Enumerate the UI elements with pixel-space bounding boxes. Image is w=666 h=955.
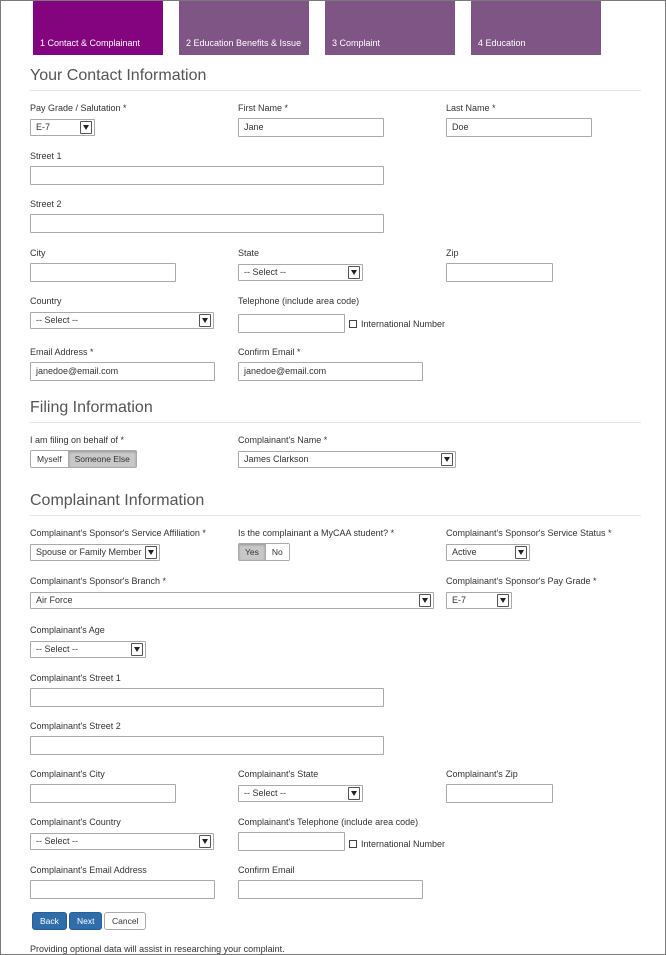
behalf-myself-option[interactable]: Myself bbox=[31, 451, 68, 467]
complainant-street2-label: Complainant's Street 2 bbox=[30, 721, 121, 731]
chevron-down-icon bbox=[419, 594, 431, 607]
pay-grade-label: Pay Grade / Salutation * bbox=[30, 103, 127, 113]
service-status-label: Complainant's Sponsor's Service Status * bbox=[446, 528, 612, 538]
zip-input[interactable] bbox=[446, 263, 553, 282]
filing-section-title: Filing Information bbox=[30, 399, 641, 423]
chevron-down-icon bbox=[199, 314, 211, 327]
pay-grade-value: E-7 bbox=[36, 122, 51, 132]
tab-education[interactable]: 4 Education bbox=[471, 1, 601, 55]
complainant-confirm-email-label: Confirm Email bbox=[238, 865, 295, 875]
service-status-value: Active bbox=[452, 547, 477, 557]
complainant-name-value: James Clarkson bbox=[244, 454, 309, 464]
chevron-down-icon bbox=[199, 835, 211, 848]
zip-label: Zip bbox=[446, 248, 459, 258]
chevron-down-icon bbox=[497, 594, 509, 607]
affiliation-label: Complainant's Sponsor's Service Affiliation * bbox=[30, 528, 206, 538]
affiliation-select[interactable] bbox=[30, 544, 160, 561]
filing-behalf-label: I am filing on behalf of * bbox=[30, 435, 125, 445]
pay-grade-select[interactable] bbox=[30, 119, 95, 136]
complainant-country-value: -- Select -- bbox=[36, 836, 79, 846]
street1-input[interactable] bbox=[30, 166, 384, 185]
chevron-down-icon bbox=[515, 546, 527, 559]
back-button[interactable]: Back bbox=[32, 912, 67, 930]
branch-value: Air Force bbox=[36, 595, 73, 605]
telephone-input[interactable] bbox=[238, 314, 345, 333]
country-label: Country bbox=[30, 296, 62, 306]
mycaa-no-option[interactable]: No bbox=[265, 544, 289, 560]
confirm-email-label: Confirm Email * bbox=[238, 347, 301, 357]
complainant-country-select[interactable] bbox=[30, 833, 214, 850]
state-value: -- Select -- bbox=[244, 267, 287, 277]
tab-education-benefits-issue[interactable]: 2 Education Benefits & Issue bbox=[179, 1, 309, 55]
behalf-someone-else-option[interactable]: Someone Else bbox=[68, 451, 136, 467]
last-name-label: Last Name * bbox=[446, 103, 496, 113]
street1-label: Street 1 bbox=[30, 151, 62, 161]
city-input[interactable] bbox=[30, 263, 176, 282]
chevron-down-icon bbox=[348, 266, 360, 279]
last-name-input[interactable]: Doe bbox=[446, 118, 592, 137]
complainant-street2-input[interactable] bbox=[30, 736, 384, 755]
complainant-international-number-checkbox[interactable] bbox=[349, 840, 357, 848]
contact-section-title: Your Contact Information bbox=[30, 67, 641, 91]
branch-label: Complainant's Sponsor's Branch * bbox=[30, 576, 167, 586]
state-select[interactable] bbox=[238, 264, 363, 281]
filing-behalf-toggle[interactable] bbox=[30, 450, 137, 468]
country-value: -- Select -- bbox=[36, 315, 79, 325]
age-value: -- Select -- bbox=[36, 644, 79, 654]
complainant-state-value: -- Select -- bbox=[244, 788, 287, 798]
complainant-section-title: Complainant Information bbox=[30, 492, 641, 516]
international-number-label: International Number bbox=[361, 319, 446, 329]
age-label: Complainant's Age bbox=[30, 625, 105, 635]
complainant-zip-input[interactable] bbox=[446, 784, 553, 803]
age-select[interactable] bbox=[30, 641, 146, 658]
complainant-country-label: Complainant's Country bbox=[30, 817, 121, 827]
first-name-input[interactable]: Jane bbox=[238, 118, 384, 137]
chevron-down-icon bbox=[348, 787, 360, 800]
complainant-zip-label: Complainant's Zip bbox=[446, 769, 518, 779]
mycaa-toggle[interactable] bbox=[238, 543, 290, 561]
next-button[interactable]: Next bbox=[69, 912, 102, 930]
street2-input[interactable] bbox=[30, 214, 384, 233]
sponsor-pay-grade-select[interactable] bbox=[446, 592, 512, 609]
complainant-telephone-input[interactable] bbox=[238, 832, 345, 851]
city-label: City bbox=[30, 248, 46, 258]
mycaa-yes-option[interactable]: Yes bbox=[239, 544, 265, 560]
confirm-email-input[interactable]: janedoe@email.com bbox=[238, 362, 423, 381]
optional-data-note: Providing optional data will assist in researching your complaint. bbox=[30, 944, 285, 954]
complainant-confirm-email-input[interactable] bbox=[238, 880, 423, 899]
chevron-down-icon bbox=[131, 643, 143, 656]
complainant-telephone-label: Complainant's Telephone (include area code) bbox=[238, 817, 419, 827]
sponsor-pay-grade-value: E-7 bbox=[452, 595, 467, 605]
complainant-email-input[interactable] bbox=[30, 880, 215, 899]
chevron-down-icon bbox=[441, 453, 453, 466]
tab-contact-complainant[interactable]: 1 Contact & Complainant bbox=[33, 1, 163, 55]
complainant-name-label: Complainant's Name * bbox=[238, 435, 328, 445]
country-select[interactable] bbox=[30, 312, 214, 329]
international-number-option[interactable] bbox=[349, 319, 445, 329]
cancel-button[interactable]: Cancel bbox=[104, 912, 146, 930]
complainant-city-label: Complainant's City bbox=[30, 769, 105, 779]
sponsor-pay-grade-label: Complainant's Sponsor's Pay Grade * bbox=[446, 576, 597, 586]
telephone-label: Telephone (include area code) bbox=[238, 296, 360, 306]
complainant-state-select[interactable] bbox=[238, 785, 363, 802]
international-number-checkbox[interactable] bbox=[349, 320, 357, 328]
email-input[interactable]: janedoe@email.com bbox=[30, 362, 215, 381]
tab-complaint[interactable]: 3 Complaint bbox=[325, 1, 455, 55]
street2-label: Street 2 bbox=[30, 199, 62, 209]
chevron-down-icon bbox=[145, 546, 157, 559]
complainant-street1-input[interactable] bbox=[30, 688, 384, 707]
complainant-international-number-label: International Number bbox=[361, 839, 446, 849]
state-label: State bbox=[238, 248, 260, 258]
complainant-street1-label: Complainant's Street 1 bbox=[30, 673, 121, 683]
complainant-email-label: Complainant's Email Address bbox=[30, 865, 147, 875]
first-name-label: First Name * bbox=[238, 103, 289, 113]
mycaa-label: Is the complainant a MyCAA student? * bbox=[238, 528, 395, 538]
complainant-state-label: Complainant's State bbox=[238, 769, 319, 779]
service-status-select[interactable] bbox=[446, 544, 530, 561]
complainant-international-number-option[interactable] bbox=[349, 839, 445, 849]
affiliation-value: Spouse or Family Member bbox=[36, 547, 142, 557]
complainant-name-select[interactable] bbox=[238, 451, 456, 468]
complainant-city-input[interactable] bbox=[30, 784, 176, 803]
email-label: Email Address * bbox=[30, 347, 94, 357]
branch-select[interactable] bbox=[30, 592, 434, 609]
chevron-down-icon bbox=[80, 121, 92, 134]
